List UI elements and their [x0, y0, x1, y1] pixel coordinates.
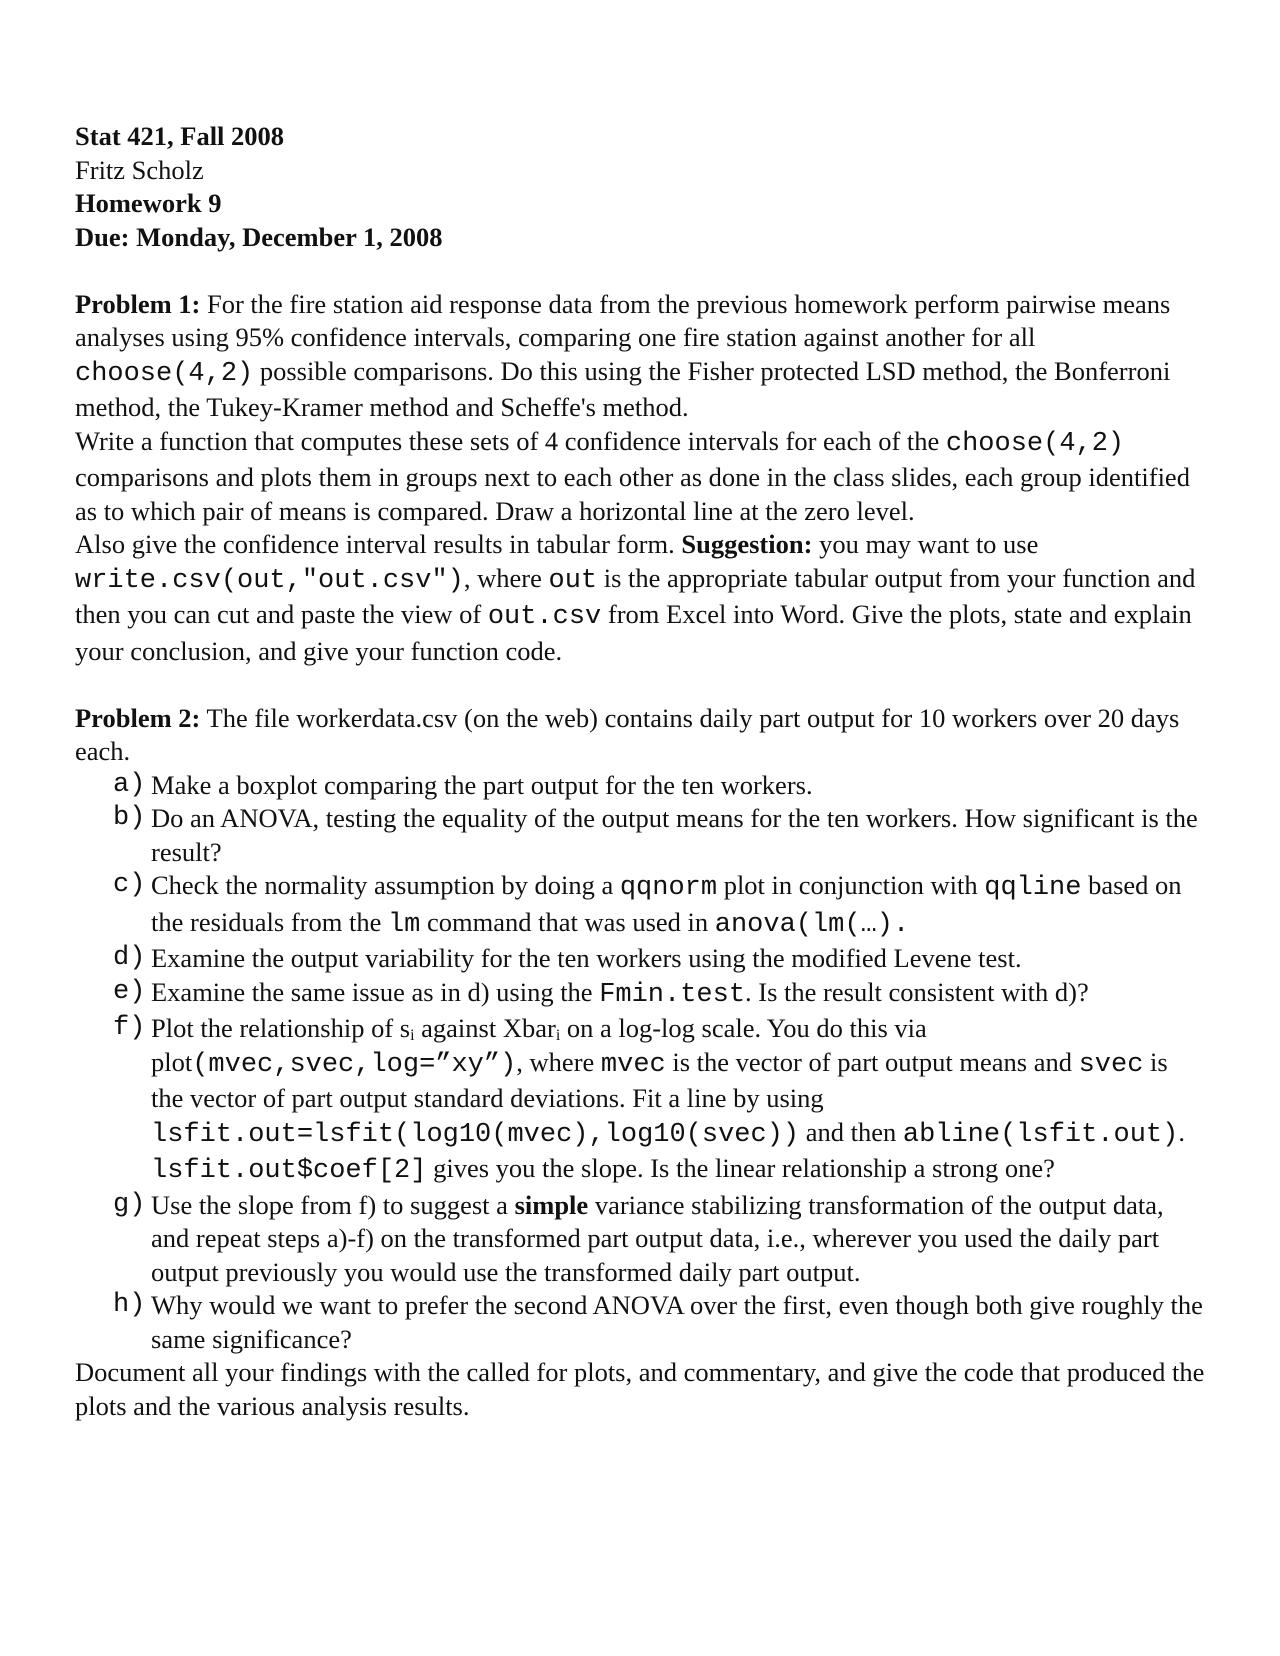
- code-svec: svec: [1078, 1049, 1144, 1080]
- problem1-text: comparisons and plots them in groups next to each other as done in the class slides, each group identified as to which pair of means is compared. Draw a horizontal line at the zero level.: [75, 462, 1190, 526]
- problem1-text: Write a function that computes these sets of 4 confidence intervals for each of the: [75, 425, 946, 456]
- item-text: on a log-log scale. You do this via plot: [151, 1013, 927, 1077]
- subscript: i: [555, 1027, 561, 1044]
- code-write-csv: write.csv(out,"out.csv"): [75, 565, 464, 596]
- due-date: Due: Monday, December 1, 2008: [75, 221, 443, 252]
- problem2-parts-list: [75, 769, 1205, 1357]
- emphasis-simple: simple: [514, 1189, 589, 1220]
- code-anova: anova(lm(…).: [714, 909, 910, 940]
- list-item: [75, 802, 1205, 869]
- item-text: variance stabilizing transformation of the output data, and repeat steps a)-f) on the transformed part output data, i.e., wherever you used the daily part output previously you would use the transformed daily part output.: [151, 1189, 1164, 1287]
- problem1-text: from Excel into Word. Give the plots, state and explain your conclusion, and give your function code.: [75, 599, 1192, 666]
- subscript: i: [410, 1027, 415, 1044]
- list-item: [75, 1189, 1205, 1290]
- code-coef: lsfit.out$coef[2]: [151, 1156, 427, 1186]
- code-choose: choose(4,2): [75, 358, 254, 389]
- item-text: Do an ANOVA, testing the equality of the output means for the ten workers. How significant is the result?: [151, 803, 1198, 867]
- list-item: [75, 976, 1205, 1013]
- code-lsfit: lsfit.out=lsfit(log10(mvec),log10(svec)): [151, 1119, 800, 1150]
- problem1-text: possible comparisons. Do this using the Fisher protected LSD method, the Bonferroni method, the Tukey-Kramer method and Scheffe's method.: [75, 355, 1171, 422]
- code-fmin-test: Fmin.test: [599, 979, 746, 1010]
- problem1-text: For the fire station aid response data from the previous homework perform pairwise means analyses using 95% confidence intervals, comparing one fire station against another for all: [75, 288, 1171, 352]
- item-text: is the vector of part output standard deviations. Fit a line by using: [151, 1046, 1168, 1113]
- closing-paragraph: Document all your findings with the called for plots, and commentary, and give the code that produced the plots and the various analysis results.: [75, 1357, 1205, 1421]
- problem1-text: is the appropriate tabular output from your function and then you can cut and paste the view of: [75, 562, 1196, 629]
- item-text: .: [1178, 1116, 1185, 1147]
- item-text: gives you the slope. Is the linear relationship a strong one?: [426, 1153, 1055, 1183]
- item-label: d): [113, 943, 146, 973]
- item-text: and then: [799, 1116, 903, 1147]
- homework-title: Homework 9: [75, 188, 222, 218]
- code-out-csv: out.csv: [487, 602, 602, 632]
- problem1-paragraph-3: [75, 528, 1205, 668]
- item-text: is the vector of part output means and: [665, 1046, 1079, 1077]
- problem2-label: Problem 2:: [75, 702, 201, 733]
- item-label: f): [113, 1013, 146, 1043]
- list-item: [75, 869, 1205, 942]
- item-text: command that was used in: [420, 906, 715, 937]
- problem2-text: The file workerdata.csv (on the web) contains daily part output for 10 workers over 20 days each.: [75, 702, 1180, 766]
- instructor-name: Fritz Scholz: [75, 154, 204, 185]
- problem1-paragraph-2: [75, 425, 1205, 529]
- problem1-text: , where: [463, 562, 549, 593]
- item-text: against Xbar: [414, 1013, 556, 1043]
- item-text: Why would we want to prefer the second ANOVA over the first, even though both give roughly the same significance?: [151, 1290, 1203, 1354]
- item-text: Plot the relationship of s: [151, 1013, 411, 1043]
- list-item: [75, 769, 1205, 803]
- item-label: h): [113, 1290, 146, 1320]
- item-text: Examine the output variability for the ten workers using the modified Levene test.: [151, 943, 1022, 973]
- homework-page: [75, 120, 1205, 1423]
- item-text: , where: [516, 1046, 601, 1077]
- code-abline: abline(lsfit.out): [902, 1119, 1179, 1150]
- code-out: out: [548, 565, 598, 596]
- item-text: . Is the result consistent with d)?: [745, 976, 1089, 1007]
- problem1-label: Problem 1:: [75, 288, 201, 319]
- item-text: Examine the same issue as in d) using the: [151, 976, 600, 1007]
- problem1-text: Also give the confidence interval results in tabular form.: [75, 529, 682, 559]
- code-lm: lm: [387, 909, 421, 940]
- item-label: e): [113, 976, 146, 1007]
- item-label: a): [113, 769, 146, 800]
- item-label: g): [113, 1189, 146, 1220]
- code-mvec: mvec: [600, 1049, 666, 1080]
- problem1-paragraph-1: [75, 288, 1205, 425]
- item-text: Make a boxplot comparing the part output for the ten workers.: [151, 769, 813, 800]
- problem2-intro: [75, 702, 1205, 769]
- item-text: Use the slope from f) to suggest a: [151, 1189, 515, 1220]
- code-plot: (mvec,svec,log=”xy”): [192, 1049, 517, 1080]
- list-item: [75, 1289, 1205, 1356]
- code-choose: choose(4,2): [945, 428, 1125, 459]
- problem1-text: you may want to use: [812, 529, 1039, 559]
- code-qqnorm: qqnorm: [619, 873, 718, 903]
- header-block: [75, 120, 1205, 254]
- item-text: plot in conjunction with: [717, 870, 985, 900]
- course-title: Stat 421, Fall 2008: [75, 121, 285, 151]
- item-label: c): [113, 870, 146, 900]
- list-item: [75, 942, 1205, 976]
- item-text: Check the normality assumption by doing a: [151, 870, 620, 900]
- suggestion-label: Suggestion:: [681, 529, 813, 559]
- list-item: [75, 1012, 1205, 1189]
- item-text: based on the residuals from the: [151, 870, 1182, 937]
- code-qqline: qqline: [984, 873, 1082, 903]
- item-label: b): [113, 803, 146, 833]
